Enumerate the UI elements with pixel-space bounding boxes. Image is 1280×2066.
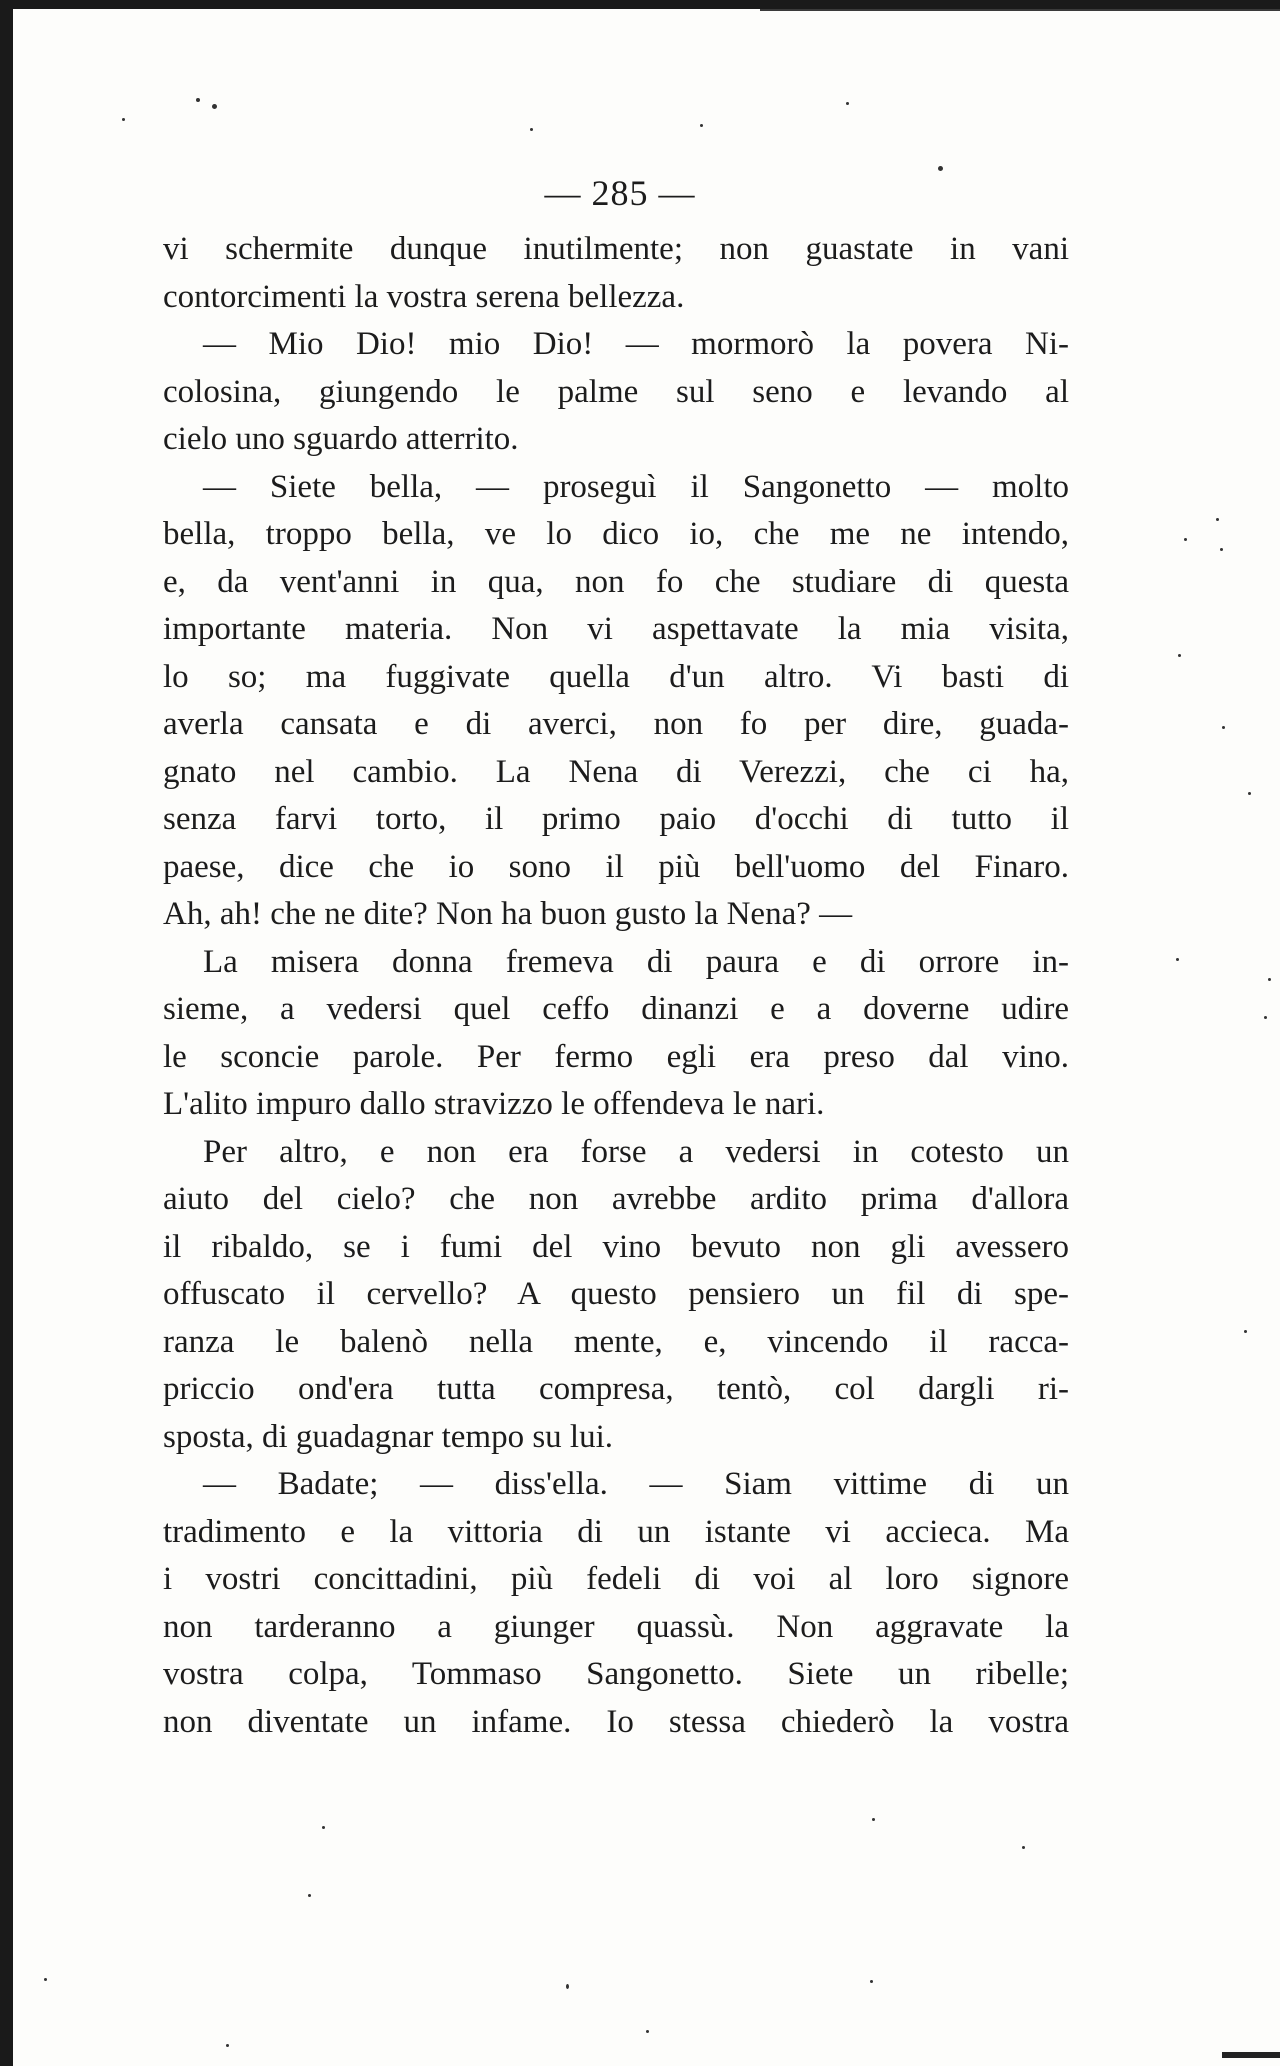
body-text xyxy=(163,226,1069,1746)
text-line: cielo uno sguardo atterrito. xyxy=(163,421,519,457)
scan-speck xyxy=(122,118,125,121)
scan-speck xyxy=(530,128,533,131)
scan-speck xyxy=(322,1826,325,1829)
bottom-corner-mark xyxy=(1222,2052,1280,2058)
left-border-shadow xyxy=(0,0,13,2066)
scan-speck xyxy=(1244,1330,1247,1333)
text-line: La misera donna fremeva di paura e di orrore in- xyxy=(203,943,1069,980)
text-line: bella, troppo bella, ve lo dico io, che me ne intendo, xyxy=(163,516,1069,552)
scan-speck xyxy=(938,166,943,171)
text-line: gnato nel cambio. La Nena di Verezzi, che ci ha, xyxy=(163,753,1069,790)
text-line: — Mio Dio! mio Dio! — mormorò la povera Ni- xyxy=(203,326,1069,362)
scan-speck xyxy=(226,2044,229,2047)
text-line: colosina, giungendo le palme sul seno e levando al xyxy=(163,373,1069,410)
text-line: vi schermite dunque inutilmente; non guastate in vani xyxy=(163,231,1069,267)
text-line: ranza le balenò nella mente, e, vincendo il racca- xyxy=(163,1323,1069,1360)
text-line: paese, dice che io sono il più bell'uomo del Finaro. xyxy=(163,848,1069,885)
text-line: Ah, ah! che ne dite? Non ha buon gusto la Nena? — xyxy=(163,896,853,932)
scan-speck xyxy=(1222,726,1225,729)
text-line: sieme, a vedersi quel ceffo dinanzi e a doverne udire xyxy=(163,991,1069,1027)
text-line: tradimento e la vittoria di un istante vi accieca. Ma xyxy=(163,1513,1069,1550)
scan-speck xyxy=(1184,538,1187,541)
scan-speck xyxy=(700,124,703,127)
scan-speck xyxy=(870,1980,873,1983)
scan-speck xyxy=(1022,1846,1025,1849)
text-line: senza farvi torto, il primo paio d'occhi di tutto il xyxy=(163,801,1069,837)
text-line: offuscato il cervello? A questo pensiero un fil di spe- xyxy=(163,1276,1069,1312)
text-line: — Siete bella, — proseguì il Sangonetto — molto xyxy=(203,468,1069,505)
text-line: le sconcie parole. Per fermo egli era preso dal vino. xyxy=(163,1038,1069,1075)
scan-speck xyxy=(308,1894,311,1897)
text-line: non diventate un infame. Io stessa chiederò la vostra xyxy=(163,1703,1069,1740)
text-line: sposta, di guadagnar tempo su lui. xyxy=(163,1418,614,1455)
scan-speck xyxy=(872,1818,875,1821)
scan-speck xyxy=(1248,792,1251,795)
text-line: il ribaldo, se i fumi del vino bevuto non gli avessero xyxy=(163,1228,1069,1265)
text-line: lo so; ma fuggivate quella d'un altro. Vi basti di xyxy=(163,658,1069,695)
scan-speck xyxy=(646,2030,649,2033)
text-line: averla cansata e di averci, non fo per dire, guada- xyxy=(163,706,1069,742)
text-line: contorcimenti la vostra serena bellezza. xyxy=(163,278,685,315)
scan-speck xyxy=(1176,958,1179,961)
scan-speck xyxy=(212,104,217,109)
text-line: L'alito impuro dallo stravizzo le offendeva le nari. xyxy=(163,1086,825,1122)
text-line: Per altro, e non era forse a vedersi in cotesto un xyxy=(203,1133,1069,1170)
scan-speck xyxy=(1220,548,1223,551)
scan-speck xyxy=(846,102,849,105)
text-line: e, da vent'anni in qua, non fo che studiare di questa xyxy=(163,563,1069,600)
scan-speck xyxy=(196,98,200,102)
scan-speck xyxy=(566,1984,569,1989)
text-line: i vostri concittadini, più fedeli di voi al loro signore xyxy=(163,1561,1069,1597)
text-line: importante materia. Non vi aspettavate la mia visita, xyxy=(163,611,1069,647)
text-line: aiuto del cielo? che non avrebbe ardito prima d'allora xyxy=(163,1181,1069,1217)
scan-speck xyxy=(44,1978,47,1981)
page-number: — 285 — xyxy=(544,173,696,213)
scan-speck xyxy=(1264,1016,1267,1019)
top-border-shadow xyxy=(0,0,1280,9)
text-line: vostra colpa, Tommaso Sangonetto. Siete un ribelle; xyxy=(163,1656,1069,1692)
text-line: non tarderanno a giunger quassù. Non aggravate la xyxy=(163,1608,1069,1645)
top-border-line xyxy=(760,9,1280,11)
text-line: — Badate; — diss'ella. — Siam vittime di un xyxy=(203,1466,1069,1502)
text-line: priccio ond'era tutta compresa, tentò, col dargli ri- xyxy=(163,1371,1069,1407)
scan-speck xyxy=(1216,518,1219,521)
scan-speck xyxy=(1178,654,1181,657)
scan-speck xyxy=(1268,978,1271,981)
